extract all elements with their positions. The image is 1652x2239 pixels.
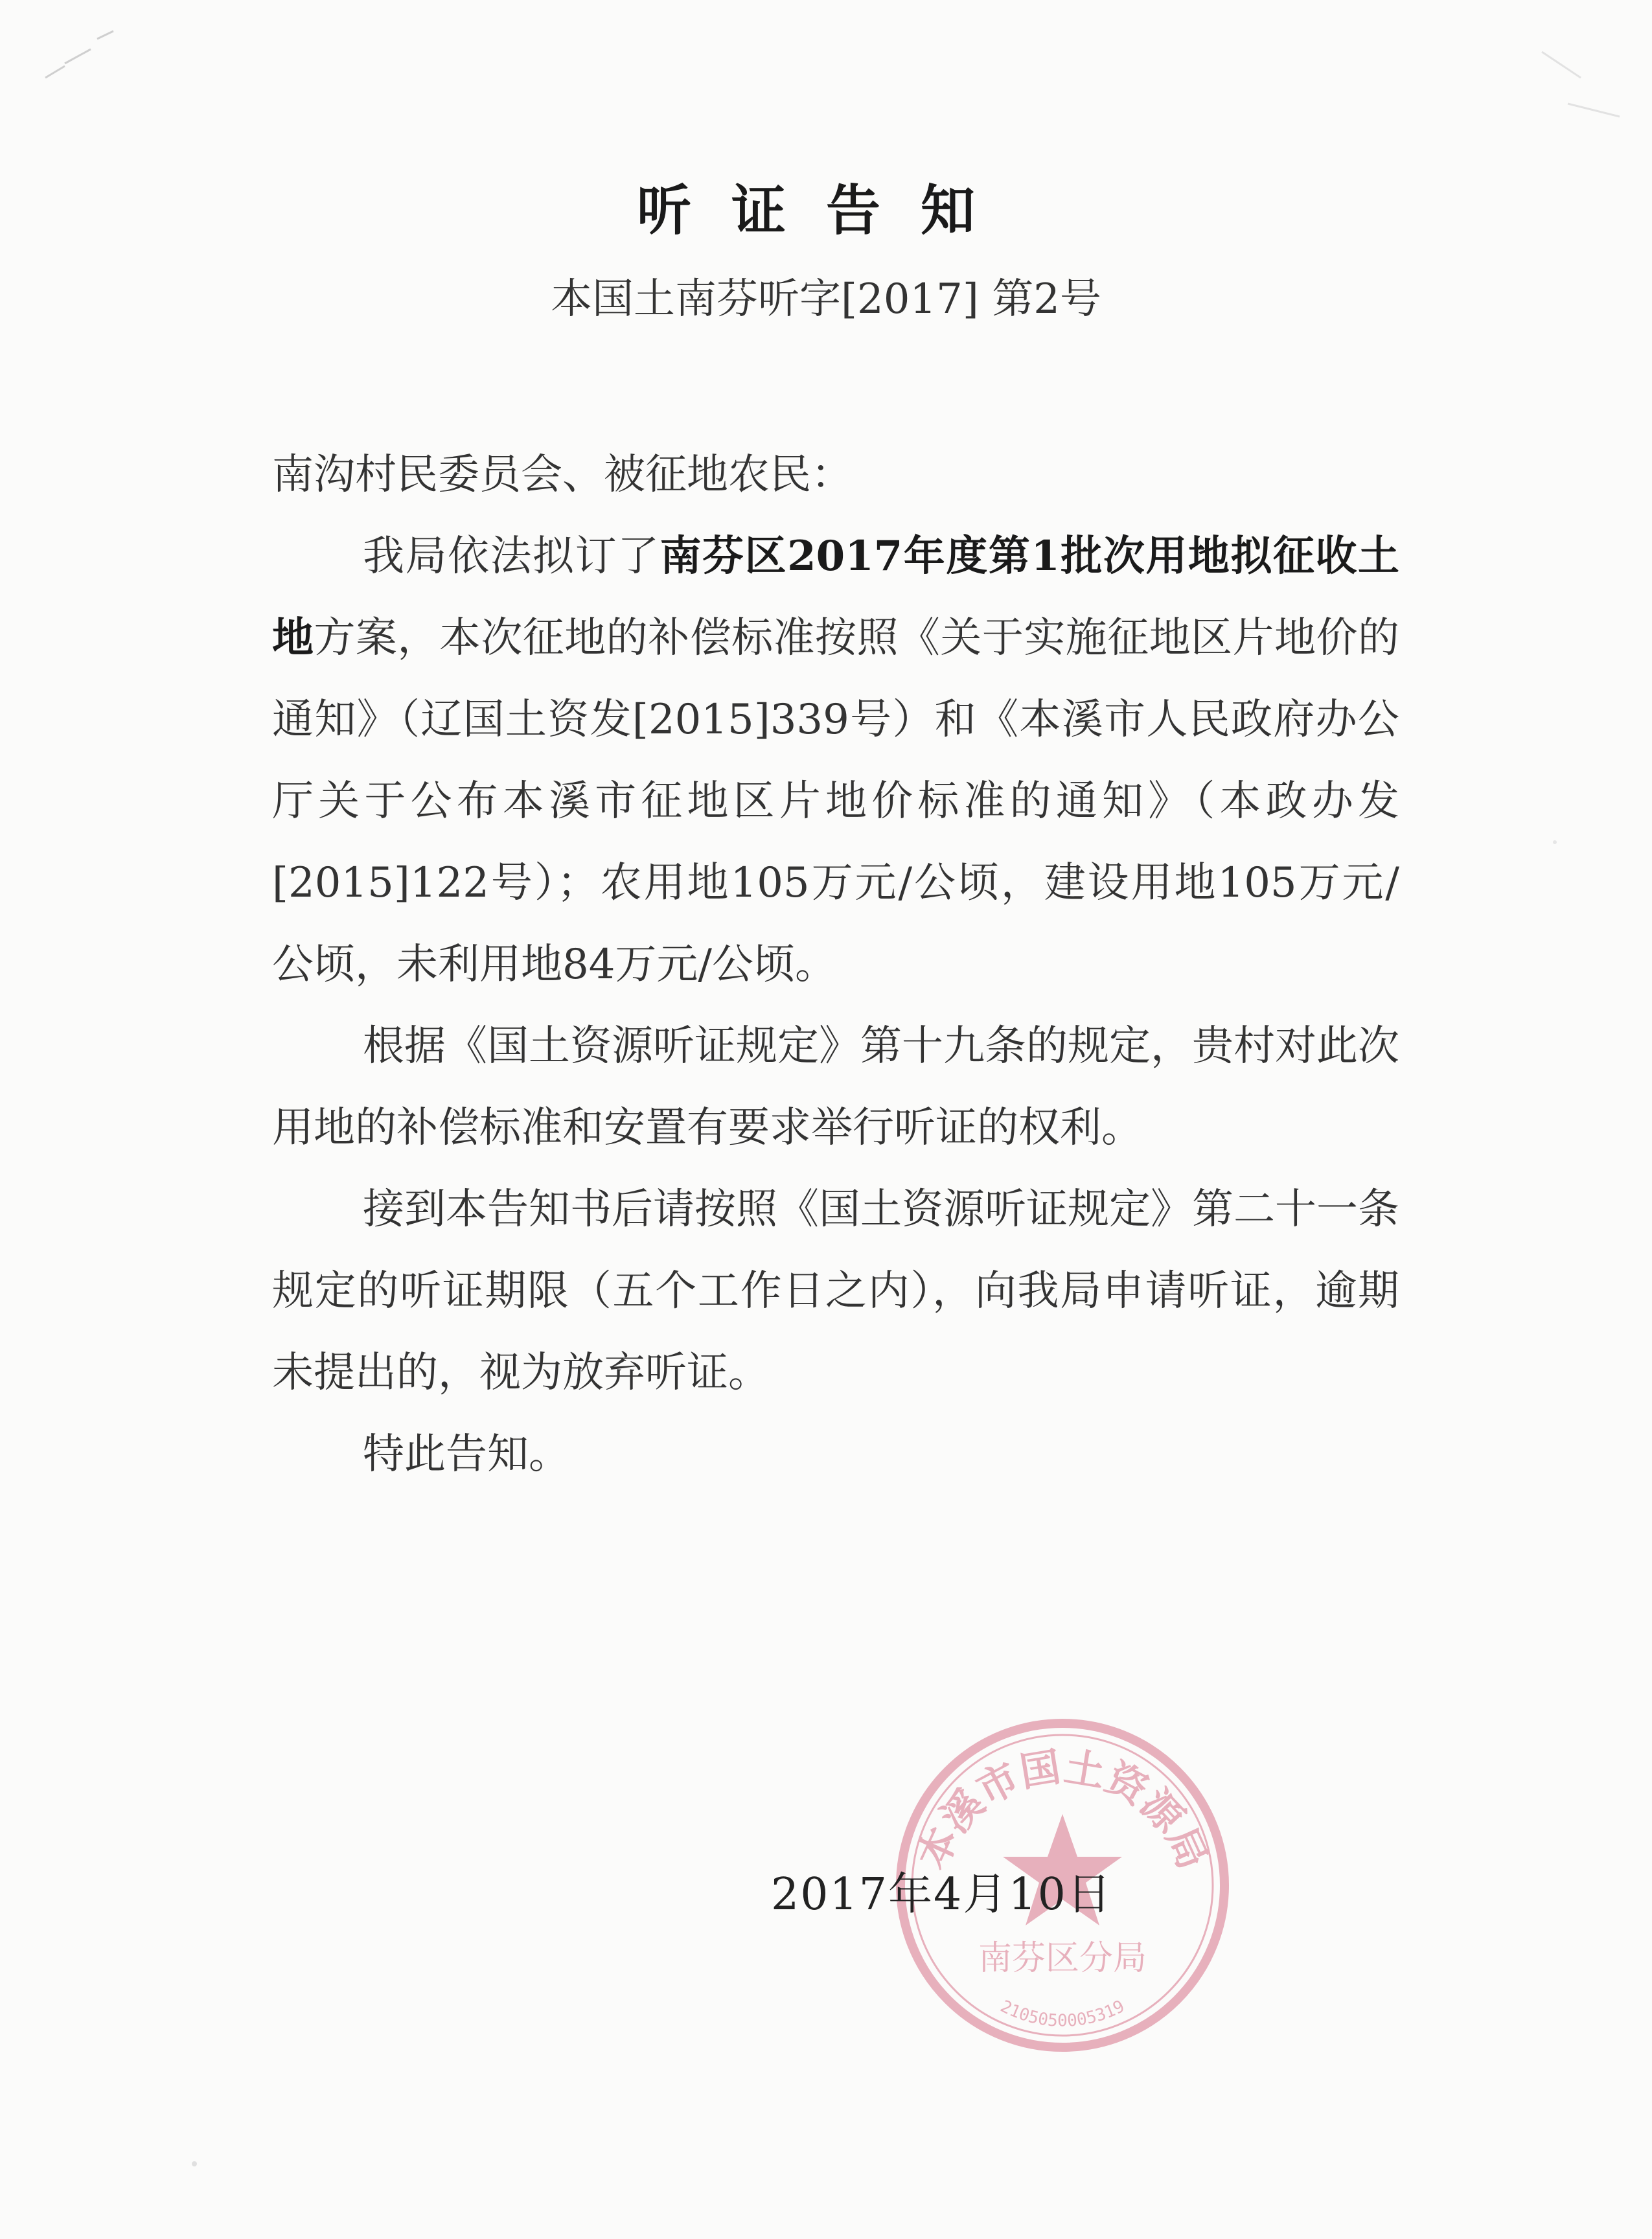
- recipient-line: 南沟村民委员会、被征地农民：: [272, 451, 853, 499]
- document-number: 本国土南芬听字[2017] 第2号: [551, 275, 1101, 323]
- para1-project-name: 南芬区2017年度第1批次用地拟征收土地: [272, 532, 1399, 662]
- body-paragraph-3: 接到本告知书后请按照《国土资源听证规定》第二十一条规定的听证期限（五个工作日之内），向我局申请听证，逾期未提出的，视为放弃听证。: [272, 1186, 1399, 1397]
- seal-code-text: [997, 1997, 1128, 2031]
- seal-ring-text-path: 本溪市国土资源局: [908, 1743, 1217, 1876]
- seal-code-path: 2105050005319: [997, 1996, 1128, 2031]
- body-paragraph-1: [272, 516, 1399, 1005]
- para1-text-start: 我局依法拟订了: [363, 533, 660, 580]
- para1-text-rest: 方案，本次征地的补偿标准按照《关于实施征地区片地价的通知》（辽国土资发[2015]339号）和《本溪市人民政府办公厅关于公布本溪市征地区片地价标准的通知》（本政办发[2015]122号）；农用地105万元/公顷，建设用地105万元/公顷，未利用地84万元/公顷。: [272, 614, 1400, 989]
- seal-sub-text: 南芬区分局: [978, 1939, 1147, 1978]
- page-title: 听证告知: [636, 178, 1015, 242]
- closing-line: 特此告知。: [363, 1430, 570, 1478]
- body-paragraph-2: 根据《国土资源听证规定》第十九条的规定，贵村对此次用地的补偿标准和安置有要求举行听证的权利。: [272, 1022, 1399, 1152]
- issue-date: 2017年4月10日: [771, 1869, 1112, 1920]
